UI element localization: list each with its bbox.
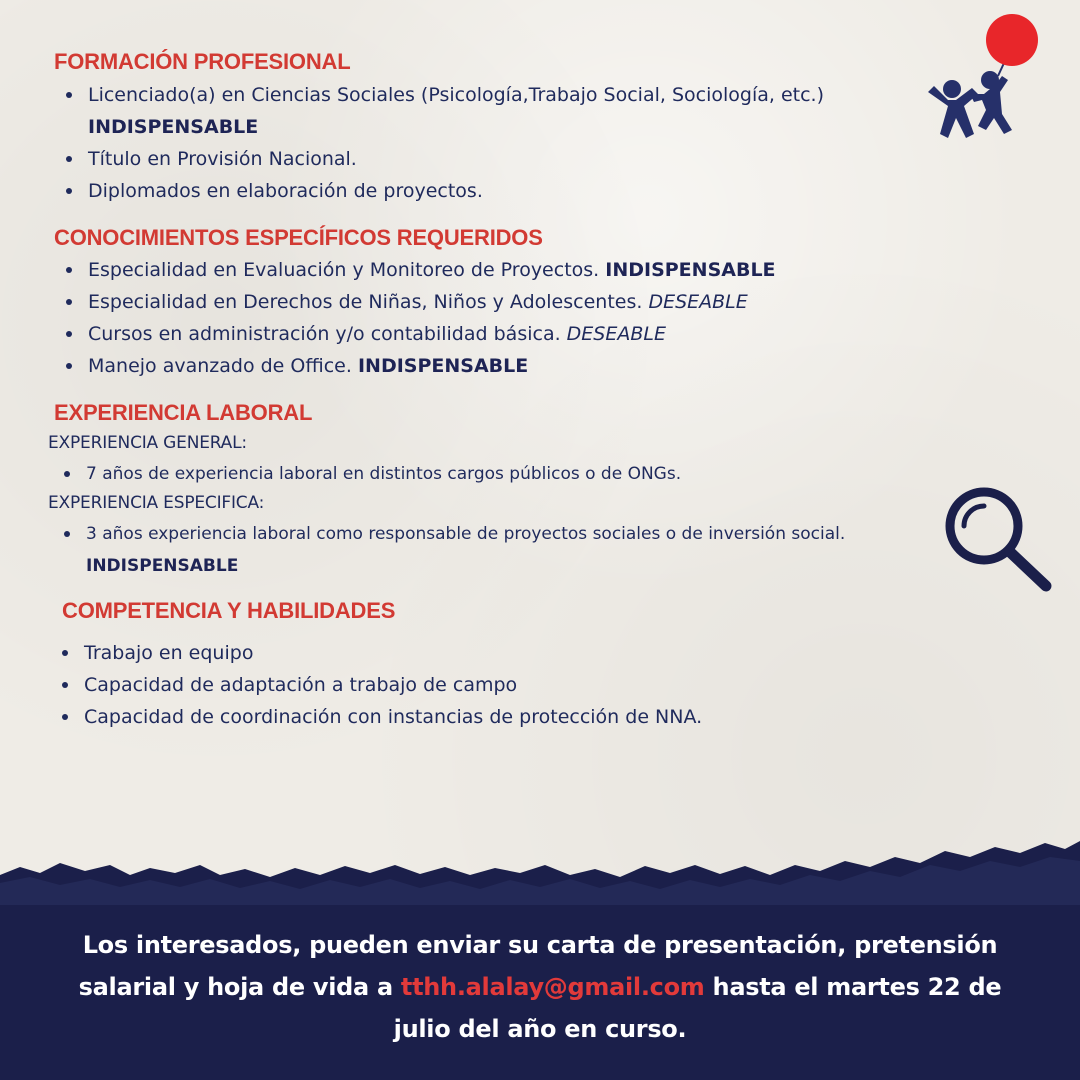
item-flag-indispensable: INDISPENSABLE [605,259,776,281]
item-text: Capacidad de adaptación a trabajo de campo [84,674,518,696]
section-title-experiencia: EXPERIENCIA LABORAL [54,400,313,425]
list-experiencia-especifica [62,518,845,582]
list-item [64,79,824,143]
item-flag-indispensable: INDISPENSABLE [86,556,239,576]
item-text: Trabajo en equipo [84,642,254,664]
subhead-experiencia-general: EXPERIENCIA GENERAL: [48,433,247,453]
contact-email-link[interactable]: tthh.alalay@gmail.com [400,973,705,1001]
list-item [64,254,776,286]
children-balloon-logo-icon [920,14,1044,154]
footer-line-1: Los interesados, pueden enviar su carta de presentación, pretensión [82,931,998,959]
footer-line-3: julio del año en curso. [393,1015,687,1043]
list-experiencia-general [62,458,681,490]
list-formacion [64,79,824,207]
section-title-conocimientos: CONOCIMIENTOS ESPECÍFICOS REQUERIDOS [54,225,543,250]
section-title-formacion: FORMACIÓN PROFESIONAL [54,49,351,74]
list-item [60,669,702,701]
list-competencias [60,637,702,733]
magnifying-glass-icon [940,480,1060,600]
item-text: 3 años experiencia laboral como responsable de proyectos sociales o de inversión social. [86,524,846,544]
list-item [62,518,845,582]
item-flag-deseable: DESEABLE [648,291,748,313]
item-flag-indispensable: INDISPENSABLE [357,355,529,377]
footer-line-2-start: salarial y hoja de vida a [78,973,401,1001]
list-item [64,175,824,207]
footer-message [40,924,1040,1050]
list-item [64,318,776,350]
item-text: 7 años de experiencia laboral en distintos cargos públicos o de ONGs. [86,464,682,484]
item-text: Título en Provisión Nacional. [88,148,357,170]
list-item [60,701,702,733]
list-item [60,637,702,669]
item-text: Especialidad en Derechos de Niñas, Niños y Adolescentes. [88,291,643,313]
list-item [64,286,776,318]
subhead-experiencia-especifica: EXPERIENCIA ESPECIFICA: [48,493,265,513]
item-text: Licenciado(a) en Ciencias Sociales (Psicología,Trabajo Social, Sociología, etc.) [88,84,824,106]
item-text: Especialidad en Evaluación y Monitoreo de Proyectos. [88,259,600,281]
item-text: Cursos en administración y/o contabilidad básica. [88,323,561,345]
section-title-competencias: COMPETENCIA Y HABILIDADES [62,598,396,623]
footer-line-2-end: hasta el martes 22 de [704,973,1002,1001]
list-item [64,143,824,175]
item-text: Manejo avanzado de Office. [88,355,352,377]
list-conocimientos [64,254,776,382]
item-flag-deseable: DESEABLE [566,323,666,345]
list-item [62,458,681,490]
list-item [64,350,776,382]
item-text: Diplomados en elaboración de proyectos. [88,180,483,202]
item-text: Capacidad de coordinación con instancias de protección de NNA. [84,706,703,728]
item-flag-indispensable: INDISPENSABLE [88,116,259,138]
